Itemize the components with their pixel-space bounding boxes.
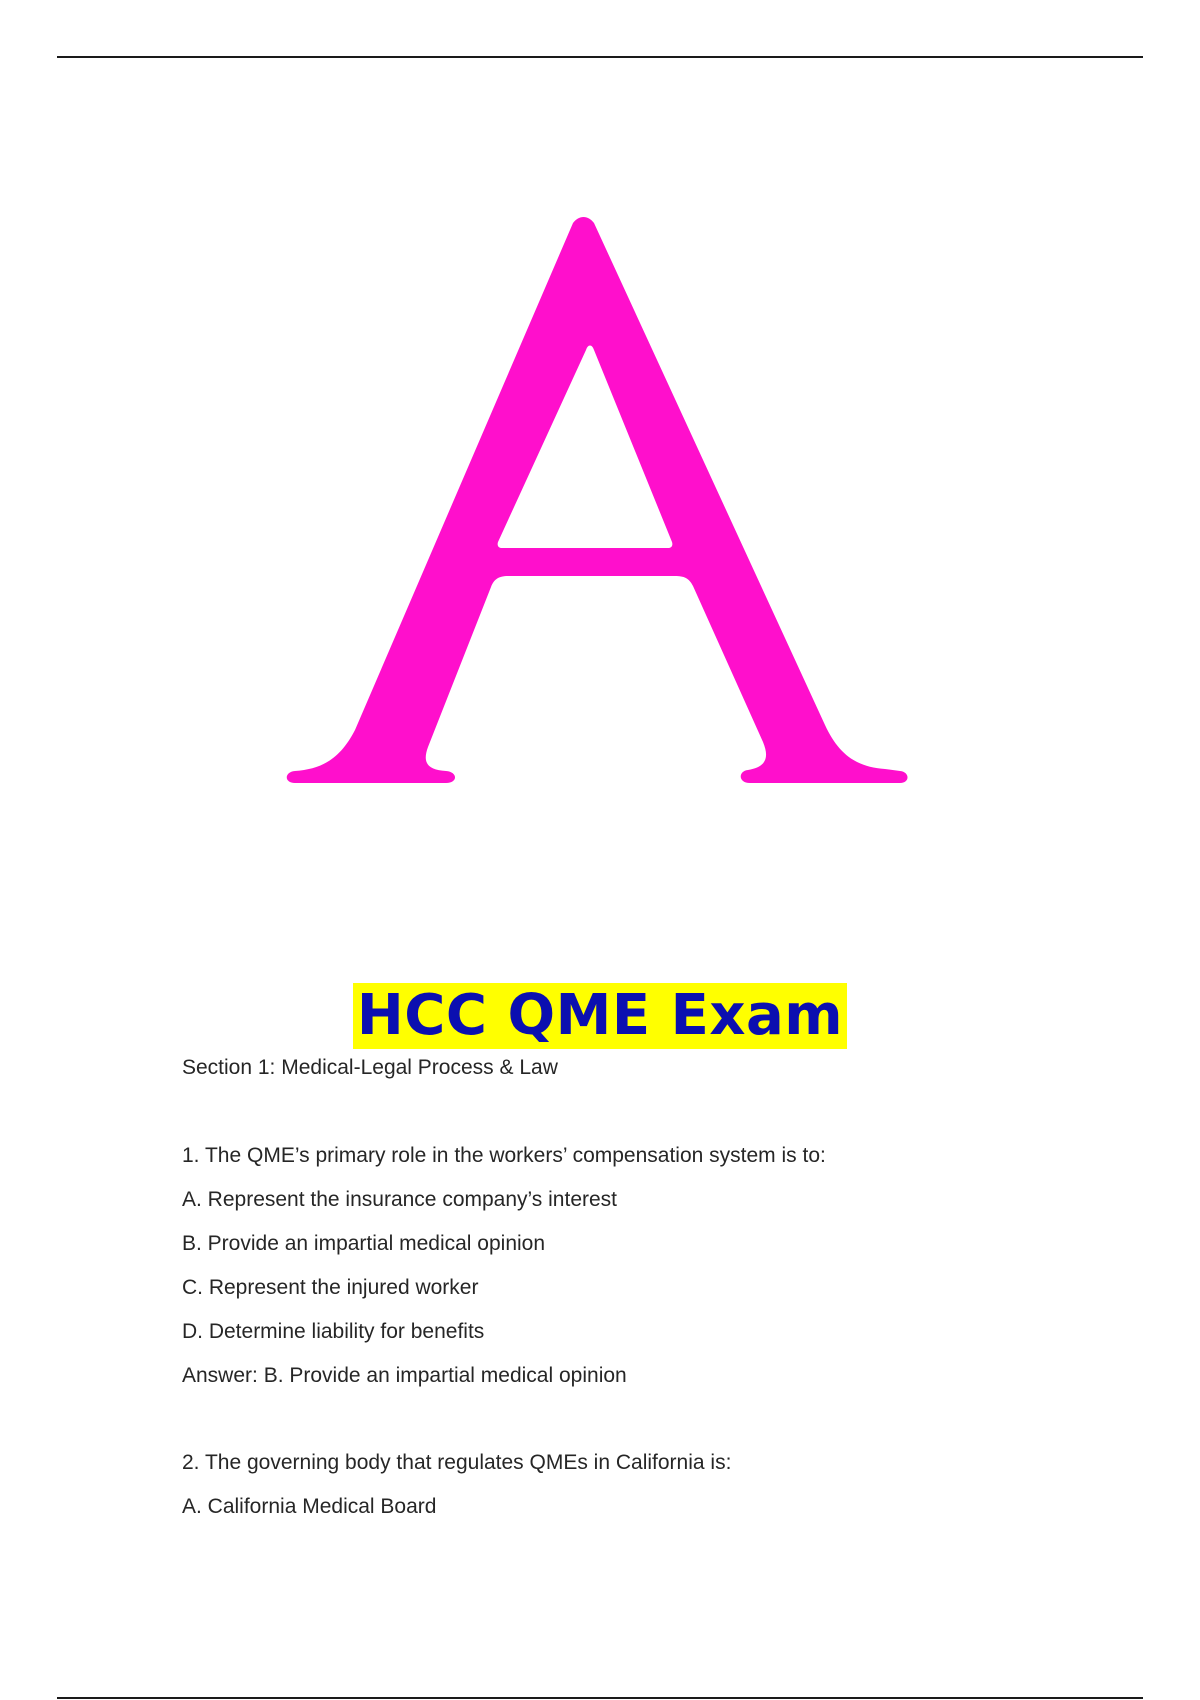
- answer-option: D. Determine liability for benefits: [182, 1320, 485, 1343]
- answer-option: B. Provide an impartial medical opinion: [182, 1232, 546, 1255]
- correct-answer: Answer: B. Provide an impartial medical opinion: [182, 1364, 627, 1387]
- question-2: [182, 1441, 1082, 1529]
- spacer: [182, 1090, 1082, 1134]
- answer-option: A. California Medical Board: [182, 1495, 437, 1518]
- question-prompt: 2. The governing body that regulates QMEs in California is:: [182, 1451, 732, 1474]
- question-prompt: 1. The QME’s primary role in the workers’ compensation system is to:: [182, 1144, 826, 1167]
- bottom-rule: [57, 1697, 1143, 1699]
- section-heading: Section 1: Medical-Legal Process & Law: [182, 1056, 558, 1079]
- spacer: [182, 1398, 1082, 1441]
- pink-letter-a-logo: [270, 215, 920, 865]
- answer-option: C. Represent the injured worker: [182, 1276, 479, 1299]
- title-container: [0, 983, 1200, 1049]
- question-1: [182, 1134, 1082, 1398]
- top-rule: [57, 56, 1143, 58]
- answer-option: A. Represent the insurance company’s interest: [182, 1188, 618, 1211]
- document-title: HCC QME Exam: [353, 983, 847, 1049]
- document-body: [182, 1046, 1082, 1529]
